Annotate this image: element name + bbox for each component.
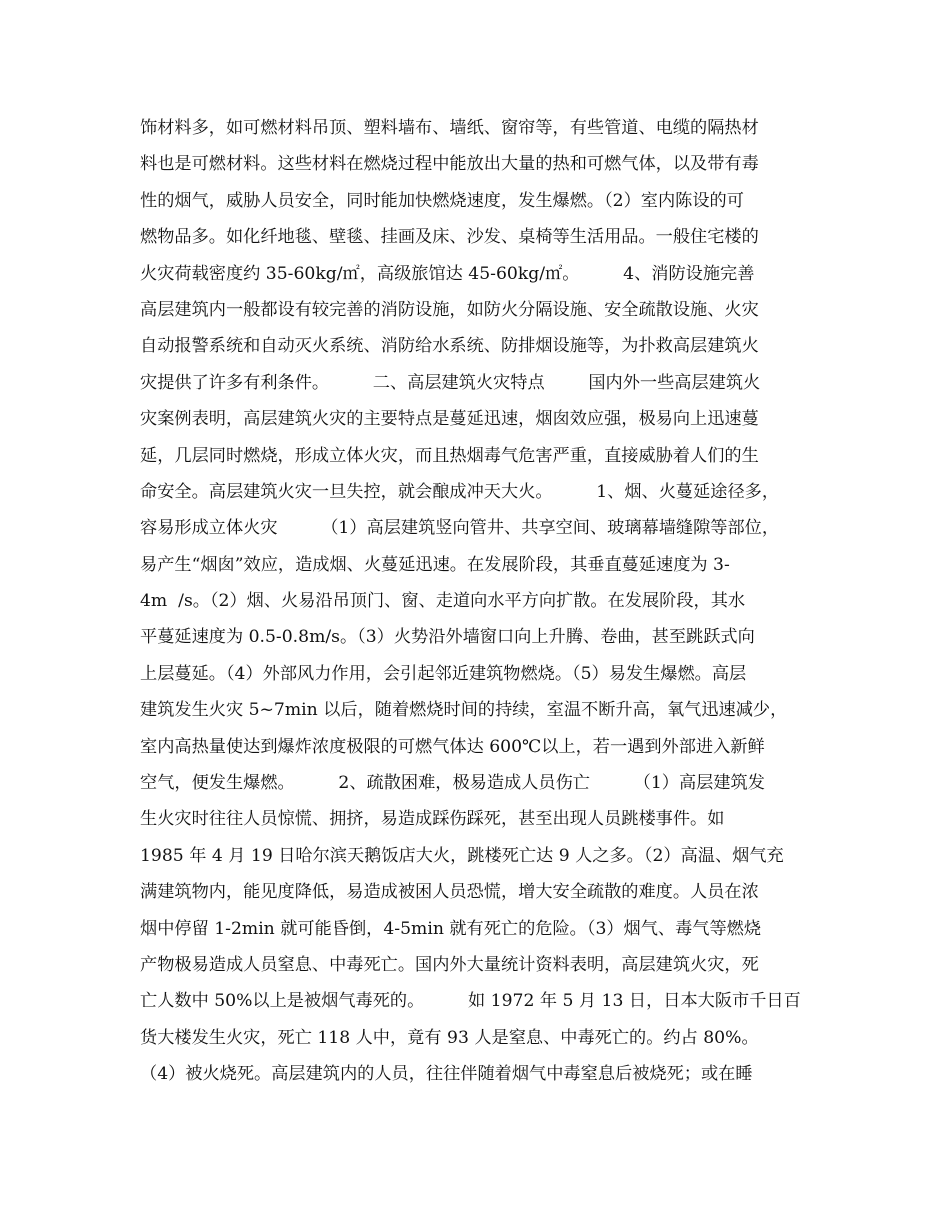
text-line: 燃物品多。如化纤地毯、壁毯、挂画及床、沙发、桌椅等生活用品。一般住宅楼的 [140,227,759,248]
text-line: 火灾荷载密度约 35-60kg/㎡，高级旅馆达 45-60kg/㎡。 4、消防设施完善 [140,263,755,284]
text-line: 生火灾时往往人员惊慌、拥挤，易造成踩伤踩死，甚至出现人员跳楼事件。如 [140,809,725,830]
text-line: 高层建筑内一般都设有较完善的消防设施，如防火分隔设施、安全疏散设施、火灾 [140,299,759,320]
text-line: 延，几层同时燃烧，形成立体火灾，而且热烟毒气危害严重，直接威胁着人们的生 [140,445,759,466]
text-line: 灾提供了许多有利条件。 二、高层建筑火灾特点 国内外一些高层建筑火 [140,372,761,393]
text-line: 灾案例表明，高层建筑火灾的主要特点是蔓延迅速，烟囱效应强，极易向上迅速蔓 [140,409,759,430]
text-line: （4）被火烧死。高层建筑内的人员，往往伴随着烟气中毒窒息后被烧死；或在睡 [140,1064,753,1085]
text-line: 烟中停留 1-2min 就可能昏倒，4-5min 就有死亡的危险。（3）烟气、毒气等燃烧 [140,918,762,939]
text-line: 上层蔓延。（4）外部风力作用，会引起邻近建筑物燃烧。（5）易发生爆燃。高层 [140,663,747,684]
text-line: 命安全。高层建筑火灾一旦失控，就会酿成冲天大火。 1、烟、火蔓延途径多， [140,481,780,502]
text-line: 平蔓延速度为 0.5-0.8m/s。（3）火势沿外墙窗口向上升腾、卷曲，甚至跳跃式向 [140,627,755,648]
text-line: 料也是可燃材料。这些材料在燃烧过程中能放出大量的热和可燃气体，以及带有毒 [140,154,759,175]
text-line: 货大楼发生火灾，死亡 118 人中，竟有 93 人是窒息、中毒死亡的。约占 80%。 [140,1027,759,1048]
text-line: 自动报警系统和自动灭火系统、消防给水系统、防排烟设施等，为扑救高层建筑火 [140,336,759,357]
text-line: 产物极易造成人员窒息、中毒死亡。国内外大量统计资料表明，高层建筑火灾，死 [140,954,759,975]
text-line: 室内高热量使达到爆炸浓度极限的可燃气体达 600℃以上，若一遇到外部进入新鲜 [140,736,765,757]
text-line: 满建筑物内，能见度降低，易造成被困人员恐慌，增大安全疏散的难度。人员在浓 [140,882,759,903]
text-line: 性的烟气，威胁人员安全，同时能加快燃烧速度，发生爆燃。（2）室内陈设的可 [140,190,744,211]
text-line: 亡人数中 50%以上是被烟气毒死的。 如 1972 年 5 月 13 日，日本大阪市千日百 [140,991,801,1012]
text-line: 1985 年 4 月 19 日哈尔滨天鹅饭店大火，跳楼死亡达 9 人之多。（2）高温、烟气充 [140,845,784,866]
text-line: 饰材料多，如可燃材料吊顶、塑料墙布、墙纸、窗帘等，有些管道、电缆的隔热材 [140,118,759,138]
text-line: 空气，便发生爆燃。 2、疏散困难，极易造成人员伤亡 （1）高层建筑发 [140,773,765,794]
text-line: 4m /s。（2）烟、火易沿吊顶门、窗、走道向水平方向扩散。在发展阶段，其水 [140,591,746,612]
text-line: 易产生“烟囱”效应，造成烟、火蔓延迅速。在发展阶段，其垂直蔓延速度为 3- [140,554,730,575]
text-line: 建筑发生火灾 5~7min 以后，随着燃烧时间的持续，室温不断升高，氧气迅速减少， [140,700,788,721]
body-text [140,110,830,1093]
text-line: 容易形成立体火灾 （1）高层建筑竖向管井、共享空间、玻璃幕墙缝隙等部位， [140,518,780,539]
